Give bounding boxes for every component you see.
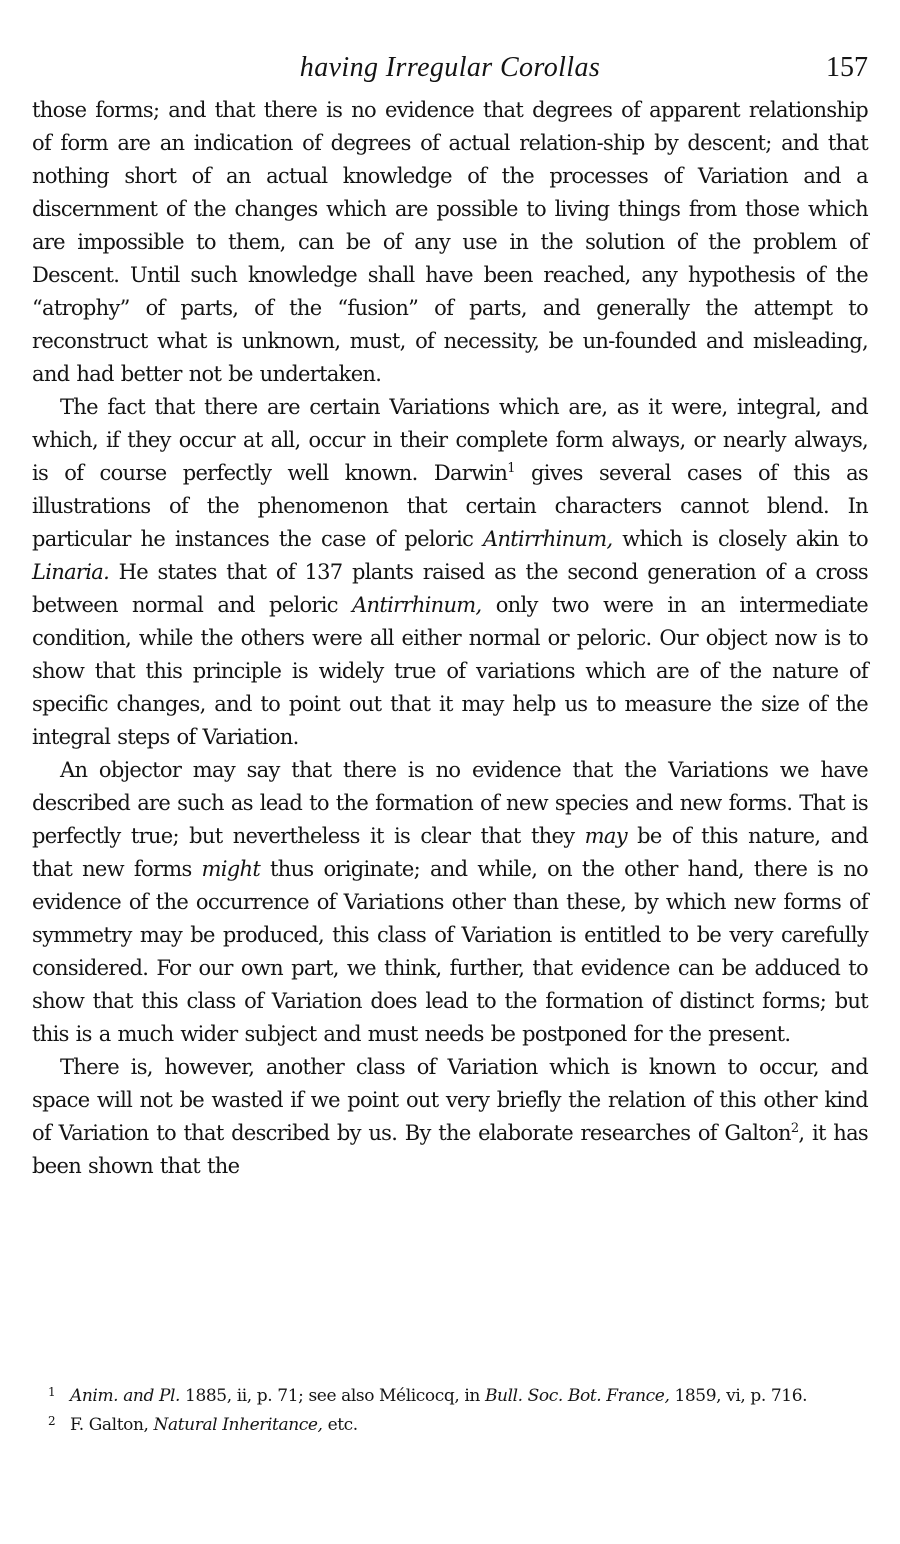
italic-text: Antirrhinum, — [352, 593, 482, 617]
running-head — [32, 52, 868, 94]
footnote-marker: 2 — [48, 1414, 56, 1428]
text-run: those forms; and that there is no evidence that degrees of apparent relationship of form are an indication of degrees of actual relation-ship by descent; and that nothing short of an actual knowledge of the processes of Variation and a discernment of the changes which are possible to living things from those which are impossible to them, can be of any use in the solution of the problem of Descent. Until such knowledge shall have been reached, any hypothesis of the “atrophy” of parts, of the “fusion” of parts, and generally the attempt to reconstruct what is unknown, must, of necessity, be un-founded and misleading, and had better not be undertaken. — [32, 98, 868, 386]
paragraph — [32, 391, 868, 754]
footnotes — [32, 1380, 868, 1438]
italic-text: Natural Inheritance, — [153, 1415, 323, 1435]
page-number: 157 — [826, 52, 868, 83]
text-run: etc. — [322, 1415, 358, 1435]
text-run: 1859, vi, p. 716. — [669, 1386, 808, 1406]
footnote-marker: 1 — [48, 1385, 56, 1399]
text-run: There is, however, another class of Variation which is known to occur, and space will not be wasted if we point out very briefly the relation of this other kind of Variation to that described by us. By the elaborate researches of Galton — [32, 1055, 868, 1145]
italic-text: Bull. Soc. Bot. France, — [484, 1386, 670, 1406]
footnote — [32, 1380, 868, 1409]
text-run: be of this nature, and that new forms — [32, 824, 868, 881]
main-text — [32, 94, 868, 1183]
footnote — [32, 1409, 868, 1438]
italic-text: Linaria. — [32, 560, 110, 584]
italic-text: might — [201, 857, 261, 881]
footnote-reference: 1 — [507, 461, 515, 476]
italic-text: Antirrhinum, — [483, 527, 613, 551]
text-run: The fact that there are certain Variations which are, as it were, integral, and which, if they occur at all, occur in their complete form always, or nearly always, is of course perfectly well known. Darwin — [32, 395, 868, 485]
text-run: An objector may say that there is no evidence that the Variations we have described are such as lead to the formation of new species and new forms. That is perfectly true; but nevertheless it is clear that they — [32, 758, 868, 848]
text-run: , it has been shown that the — [32, 1121, 869, 1178]
paragraph — [32, 1051, 868, 1183]
text-run: He states that of 137 plants raised as the second generation of a cross between normal and peloric — [32, 560, 868, 617]
italic-text: Anim. and Pl. — [70, 1386, 181, 1406]
text-run: which is closely akin to — [612, 527, 868, 551]
italic-text: may — [584, 824, 627, 848]
page-body — [32, 52, 868, 1183]
paragraph — [32, 754, 868, 1051]
text-run: gives several cases of this as illustrations of the phenomenon that certain characters cannot blend. In particular he instances the case of peloric — [32, 461, 868, 551]
paragraph — [32, 94, 868, 391]
running-title: having Irregular Corollas — [299, 52, 601, 83]
text-run: thus originate; and while, on the other hand, there is no evidence of the occurrence of Variations other than these, by which new forms of symmetry may be produced, this class of Variation is entitled to be very carefully considered. For our own part, we think, further, that evidence can be adduced to show that this class of Variation does lead to the formation of distinct forms; but this is a much wider subject and must needs be postponed for the present. — [32, 857, 868, 1046]
footnote-reference: 2 — [790, 1121, 799, 1136]
text-run: 1885, ii, p. 71; see also Mélicocq, in — [180, 1386, 485, 1406]
text-run: F. Galton, — [70, 1415, 154, 1435]
text-run: only two were in an intermediate condition, while the others were all either normal or peloric. Our object now is to show that this principle is widely true of variations which are of the nature of specific changes, and to point out that it may help us to measure the size of the integral steps of Variation. — [32, 593, 868, 749]
